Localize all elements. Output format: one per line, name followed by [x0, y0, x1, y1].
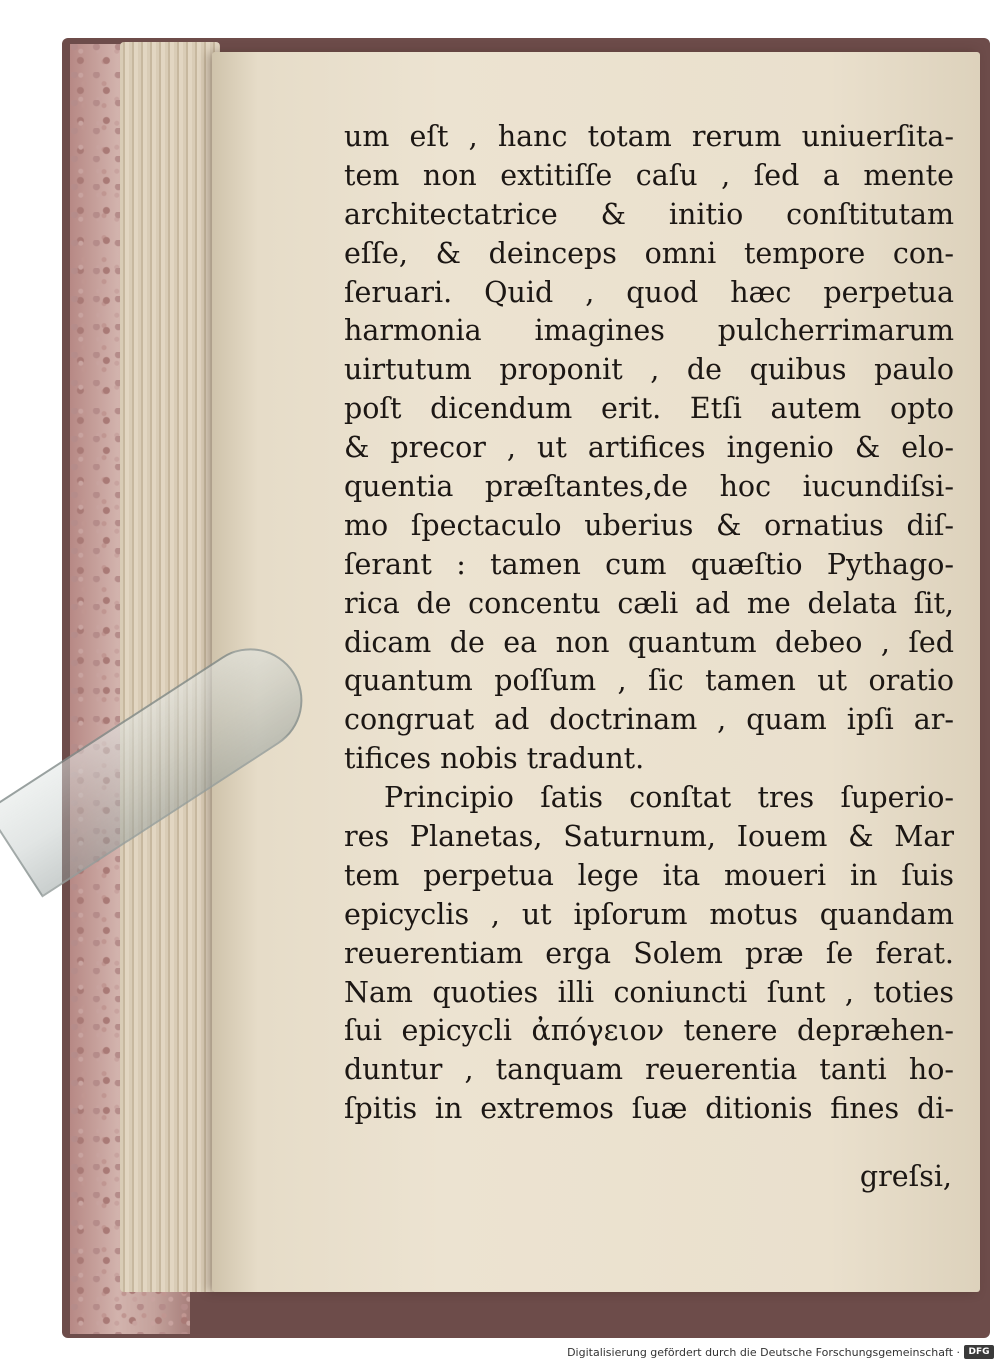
text-line: uirtutum proponit , de quibus paulo [344, 353, 954, 387]
text-line: ſeruari. Quid , quod hæc perpetua [344, 275, 954, 309]
text-line: architectatrice & initio conſtitutam [344, 197, 954, 231]
text-line: duntur , tanquam reuerentia tanti ho- [344, 1053, 954, 1087]
text-line: tem perpetua lege ita moueri in ſuis [344, 858, 954, 892]
dfg-logo-icon: DFG [964, 1345, 994, 1359]
text-line: ſerant : tamen cum quæſtio Pythago- [344, 547, 954, 581]
footer-bar [0, 1342, 1000, 1364]
page-text [344, 118, 954, 1129]
text-line: Nam quoties illi coniuncti ſunt , toties [344, 975, 954, 1009]
text-line: tem non extitiſſe caſu , ſed a mente [344, 158, 954, 192]
text-line: rica de concentu cæli ad me delata ſit, [344, 586, 954, 620]
text-line: reuerentiam erga Solem præ ſe ferat. [344, 936, 954, 970]
text-line: dicam de ea non quantum debeo , ſed [344, 625, 954, 659]
text-line: eſſe, & deinceps omni tempore con- [344, 236, 954, 270]
text-line: poſt dicendum erit. Etſi autem opto [344, 392, 954, 426]
text-line: congruat ad doctrinam , quam ipſi ar- [344, 703, 954, 737]
text-line: ſpitis in extremos ſuæ ditionis fines di- [344, 1092, 954, 1126]
text-line: Principio ſatis conſtat tres ſuperio- [384, 781, 954, 815]
text-line: harmonia imagines pulcherrimarum [344, 314, 954, 348]
text-line: res Planetas, Saturnum, Iouem & Mar [344, 820, 954, 854]
text-line: quantum poſſum , ſic tamen ut oratio [344, 664, 954, 698]
text-line: & precor , ut artifices ingenio & elo- [344, 431, 954, 465]
footer-credit: Digitalisierung gefördert durch die Deutsche Forschungsgemeinschaft · [567, 1346, 960, 1359]
catchword: greſsi, [859, 1160, 952, 1193]
text-line: ſui epicycli ἀπόγειον tenere depræhen- [344, 1014, 954, 1048]
text-line: mo ſpectaculo uberius & ornatius diſ- [344, 508, 954, 542]
text-line: quentia præſtantes,de hoc iucundiſsi- [344, 470, 954, 504]
text-line: tifices nobis tradunt. [344, 742, 645, 776]
text-line: epicyclis , ut ipſorum motus quandam [344, 897, 954, 931]
text-line: um eſt , hanc totam rerum uniuerſita- [344, 120, 954, 153]
